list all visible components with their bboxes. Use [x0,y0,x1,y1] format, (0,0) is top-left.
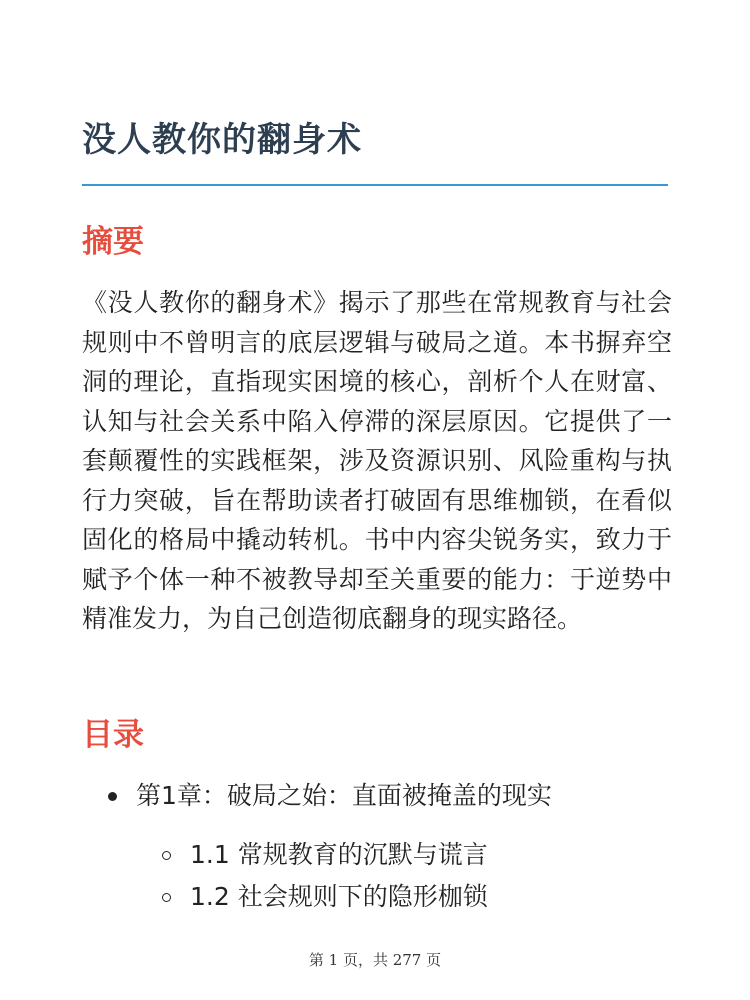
bullet-circle-icon [162,893,171,902]
bullet-disc-icon [108,792,117,801]
abstract-paragraph: 《没人教你的翻身术》揭示了那些在常规教育与社会规则中不曾明言的底层逻辑与破局之道。本书摒弃空洞的理论，直指现实困境的核心，剖析个人在财富、认知与社会关系中陷入停滞的深层原因。它提供了一套颠覆性的实践框架，涉及资源识别、风险重构与执行力突破，旨在帮助读者打破固有思维枷锁，在看似固化的格局中撬动转机。书中内容尖锐务实，致力于赋予个体一种不被教导却至关重要的能力：于逆势中精准发力，为自己创造彻底翻身的现实路径。 [82,288,672,633]
toc-chapter-1[interactable] [108,776,708,816]
title-divider [82,184,668,186]
toc-chapter-label: 第1章：破局之始：直面被掩盖的现实 [136,781,552,810]
abstract-heading: 摘要 [82,224,144,260]
bullet-circle-icon [162,851,171,860]
toc-section-1-2[interactable] [162,877,702,917]
document-title: 没人教你的翻身术 [82,120,362,160]
toc-section-label: 1.1 常规教育的沉默与谎言 [190,840,488,869]
toc-section-label: 1.2 社会规则下的隐形枷锁 [190,882,488,911]
toc-section-1-1[interactable] [162,835,702,875]
page-number-footer: 第 1 页，共 277 页 [308,951,442,969]
toc-heading: 目录 [82,717,144,753]
